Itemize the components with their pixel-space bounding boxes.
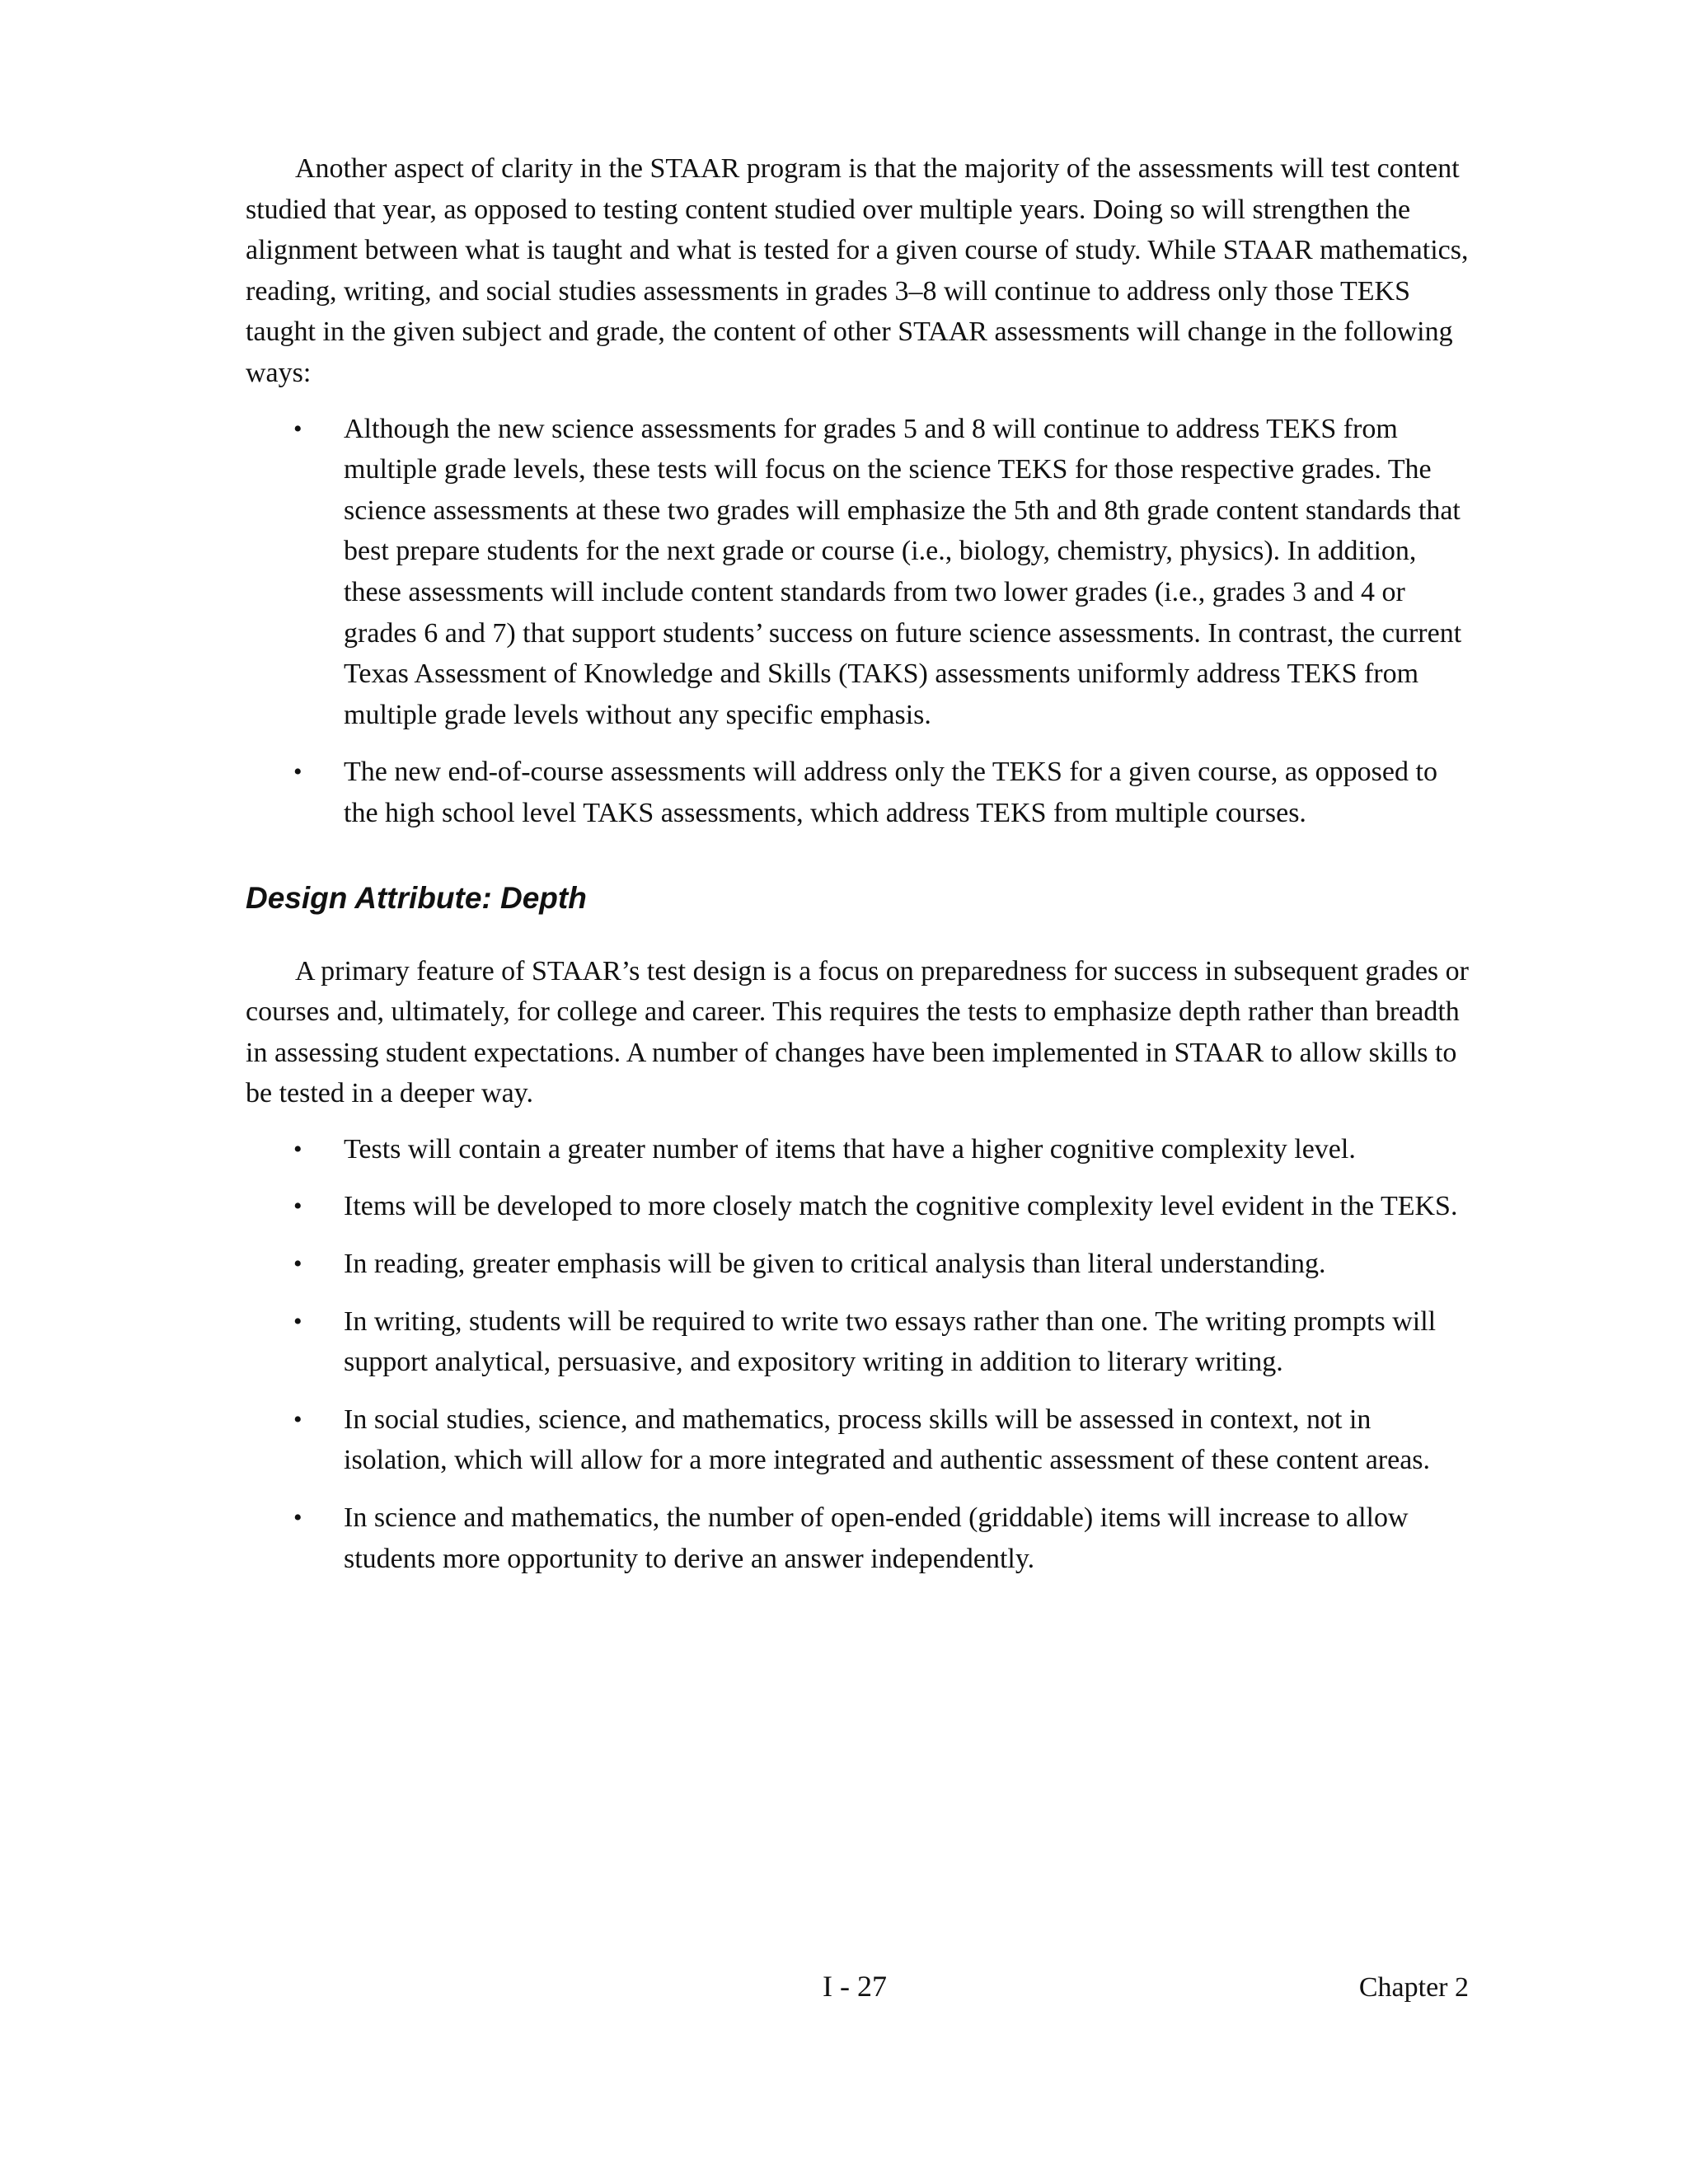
list-item	[246, 1497, 1474, 1579]
bullet-icon: •	[293, 1405, 302, 1433]
bullet-icon: •	[293, 758, 302, 786]
list-item-text: The new end-of-course assessments will address only the TEKS for a given course, as opposed to the high school level TAKS assessments, which address TEKS from multiple courses.	[344, 757, 1437, 828]
list-item	[246, 752, 1474, 833]
list-item	[246, 1186, 1474, 1227]
list-item	[246, 409, 1474, 736]
bullet-icon: •	[293, 1504, 302, 1532]
section-heading: Design Attribute: Depth	[246, 880, 587, 915]
chapter-label: Chapter 2	[1358, 1972, 1469, 2003]
list-item-text: Items will be developed to more closely match the cognitive complexity level evident in the TEKS.	[344, 1191, 1458, 1222]
list-item-text: In reading, greater emphasis will be given to critical analysis than literal understanding.	[344, 1249, 1326, 1280]
depth-paragraph: A primary feature of STAAR’s test design is a focus on preparedness for success in subsequent grades or courses and, ultimately, for college and career. This requires the tests to emphasize depth rather than breadth in assessing student expectations. A number of changes have been implemented in STAAR to allow skills to be tested in a deeper way.	[246, 955, 1469, 1109]
page-number: I - 27	[823, 1970, 887, 2003]
list-item	[246, 1399, 1474, 1481]
document-body	[246, 148, 1474, 1596]
bullet-icon: •	[293, 1135, 302, 1163]
list-item-text: In science and mathematics, the number of open-ended (griddable) items will increase to allow students more opportunity to derive an answer independently.	[344, 1502, 1409, 1574]
list-item	[246, 1129, 1474, 1170]
bullet-icon: •	[293, 1193, 302, 1221]
depth-bullet-list	[246, 1129, 1474, 1579]
list-item	[246, 1301, 1474, 1383]
intro-paragraph: Another aspect of clarity in the STAAR program is that the majority of the assessments will test content studied that year, as opposed to testing content studied over multiple years. Doing so will strengthen the alignment between what is taught and what is tested for a given course of study. While STAAR mathematics, reading, writing, and social studies assessments in grades 3–8 will continue to address only those TEKS taught in the given subject and grade, the content of other STAAR assessments will change in the following ways:	[246, 153, 1469, 388]
bullet-icon: •	[293, 415, 302, 443]
list-item-text: In writing, students will be required to write two essays rather than one. The writing prompts will support analytical, persuasive, and expository writing in addition to literary writing.	[344, 1305, 1437, 1378]
list-item-text: In social studies, science, and mathematics, process skills will be assessed in context, not in isolation, which will allow for a more integrated and authentic assessment of these content areas.	[344, 1404, 1431, 1476]
list-item	[246, 1244, 1474, 1285]
intro-bullet-list	[246, 409, 1474, 834]
list-item-text: Although the new science assessments for grades 5 and 8 will continue to address TEKS from multiple grade levels, these tests will focus on the science TEKS for those respective grades. The science assessments at these two grades will emphasize the 5th and 8th grade content standards that best prepare students for the next grade or course (i.e., biology, chemistry, physics). In addition, these assessments will include content standards from two lower grades (i.e., grades 3 and 4 or grades 6 and 7) that support students’ success on future science assessments. In contrast, the current Texas Assessment of Knowledge and Skills (TAKS) assessments uniformly address TEKS from multiple grade levels without any specific emphasis.	[344, 413, 1462, 730]
list-item-text: Tests will contain a greater number of items that have a higher cognitive complexity level.	[344, 1133, 1356, 1165]
bullet-icon: •	[293, 1250, 302, 1278]
bullet-icon: •	[293, 1307, 302, 1335]
